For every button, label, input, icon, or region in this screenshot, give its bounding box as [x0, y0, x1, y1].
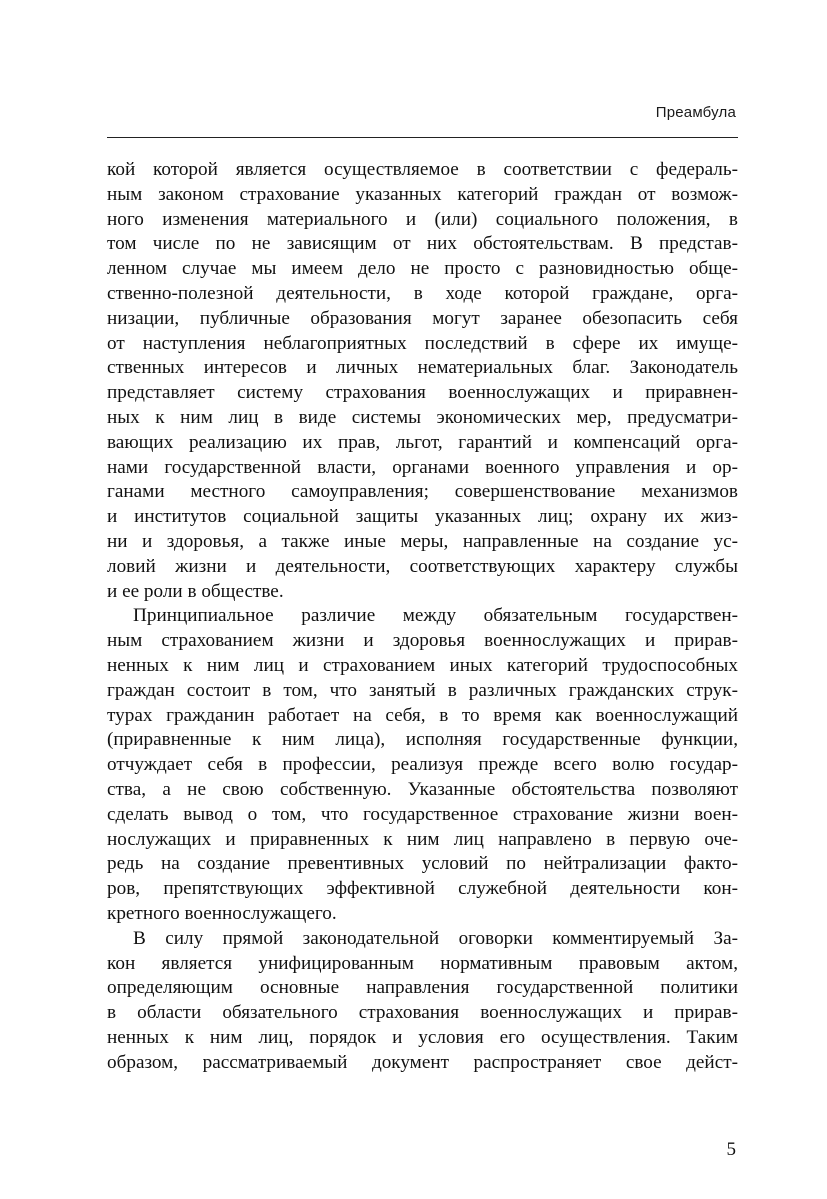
- text-line: редь на создание превентивных условий по нейтрализации факто-: [107, 853, 738, 875]
- text-line: кретного военнослужащего.: [107, 902, 337, 924]
- text-line: граждан состоит в том, что занятый в различных гражданских струк-: [107, 679, 738, 701]
- text-line: кой которой является осуществляемое в соответствии с федераль-: [107, 159, 738, 180]
- text-line: ленном случае мы имеем дело не просто с разновидностью обще-: [107, 258, 738, 280]
- text-line: нослужащих и приравненных к ним лиц направлено в первую оче-: [107, 828, 738, 850]
- text-line: в области обязательного страхования военнослужащих и прирав-: [107, 1002, 738, 1024]
- text-line: ни и здоровья, а также иные меры, направленные на создание ус-: [107, 530, 738, 552]
- text-line: ров, препятствующих эффективной служебной деятельности кон-: [107, 878, 738, 900]
- body-text: [107, 158, 738, 1075]
- text-line: ственно-полезной деятельности, в ходе которой граждане, орга-: [107, 282, 738, 304]
- text-line: нами государственной власти, органами военного управления и ор-: [107, 456, 738, 478]
- text-line: ных к ним лиц в виде системы экономических мер, предусматри-: [107, 406, 738, 428]
- text-line: (приравненные к ним лица), исполняя государственные функции,: [107, 729, 738, 751]
- text-line: образом, рассматриваемый документ распространяет свое дейст-: [107, 1051, 738, 1073]
- running-header-title: Преамбула: [655, 104, 736, 121]
- text-line: ным страхованием жизни и здоровья военнослужащих и прирав-: [107, 630, 738, 652]
- text-line: турах гражданин работает на себя, в то время как военнослужащий: [107, 704, 738, 726]
- text-line: ства, а не свою собственную. Указанные обстоятельства позволяют: [107, 778, 738, 800]
- text-line: вающих реализацию их прав, льгот, гарантий и компенсаций орга-: [107, 431, 738, 453]
- text-line: ным законом страхование указанных категорий граждан от возмож-: [107, 183, 738, 205]
- text-line: и ее роли в обществе.: [107, 580, 284, 602]
- header-rule: [107, 137, 738, 138]
- text-line: ненных к ним лиц, порядок и условия его осуществления. Таким: [107, 1026, 738, 1048]
- text-line: кон является унифицированным нормативным правовым актом,: [107, 952, 738, 974]
- text-line: сделать вывод о том, что государственное страхование жизни воен-: [107, 803, 738, 825]
- text-line: отчуждает себя в профессии, реализуя прежде всего волю государ-: [107, 754, 738, 776]
- text-line: ственных интересов и личных нематериальных благ. Законодатель: [107, 357, 738, 379]
- text-line: низации, публичные образования могут заранее обезопасить себя: [107, 307, 738, 329]
- text-line: и институтов социальной защиты указанных лиц; охрану их жиз-: [107, 506, 738, 528]
- text-line: представляет систему страхования военнослужащих и приравнен-: [107, 382, 738, 404]
- page-number: 5: [726, 1139, 736, 1160]
- text-line: ненных к ним лиц и страхованием иных категорий трудоспособных: [107, 654, 738, 676]
- text-line: ного изменения материального и (или) социального положения, в: [107, 208, 738, 230]
- text-line: В силу прямой законодательной оговорки комментируемый За-: [133, 927, 738, 949]
- paragraph-2: [107, 604, 738, 926]
- paragraph-3: [107, 927, 738, 1076]
- text-line: том числе по не зависящим от них обстоятельствам. В представ-: [107, 233, 738, 255]
- text-line: ловий жизни и деятельности, соответствующих характеру службы: [107, 555, 738, 577]
- text-line: от наступления неблагоприятных последствий в сфере их имуще-: [107, 332, 738, 354]
- text-line: определяющим основные направления государственной политики: [107, 977, 738, 999]
- text-line: ганами местного самоуправления; совершенствование механизмов: [107, 481, 738, 503]
- text-line: Принципиальное различие между обязательным государствен-: [133, 605, 738, 627]
- paragraph-1: [107, 158, 738, 604]
